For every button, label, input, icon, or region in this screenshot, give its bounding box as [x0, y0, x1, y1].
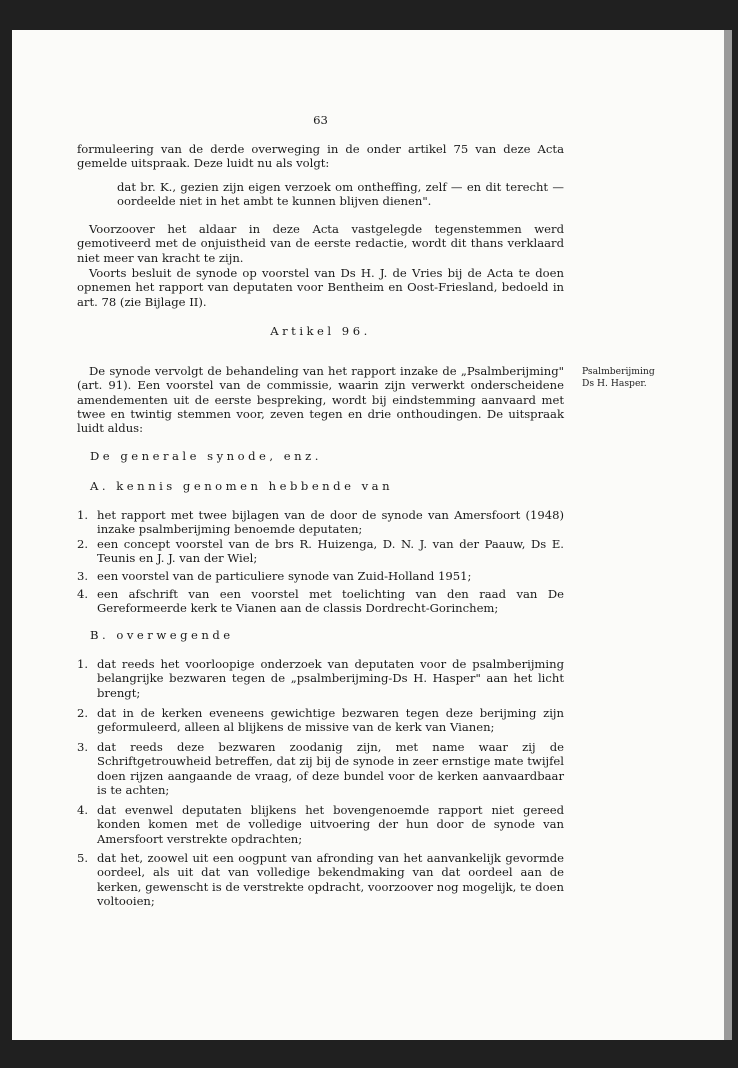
- list-item: dat in de kerken eveneens gewichtige bezwaren tegen deze berijming zijn geformuleerd, alleen al blijkens de missive van de kerk van Vianen;: [97, 706, 564, 735]
- section-b-heading: B. overwegende: [90, 628, 234, 642]
- list-item-number: 3.: [77, 740, 89, 754]
- list-item: een afschrift van een voorstel met toelichting van den raad van De Gereformeerde kerk te Vianen aan de classis Dordrecht-Gorinchem;: [97, 587, 564, 616]
- quoted-text: dat br. K., gezien zijn eigen verzoek om ontheffing, zelf — en dit terecht — oordeelde niet in het ambt te kunnen blijven dienen".: [117, 180, 564, 209]
- list-item-number: 2.: [77, 706, 89, 720]
- list-item: dat het, zoowel uit een oogpunt van afronding van het aanvankelijk gevormde oordeel, als uit dat van volledige bekendmaking van dat oordeel aan de kerken, gewenscht is de verstrekte opdracht, voorzoover nog mogelijk, te doen voltooien;: [97, 851, 564, 908]
- page-edge: [724, 30, 732, 1040]
- list-item: dat reeds het voorloopige onderzoek van deputaten voor de psalmberijming belangrijke bezwaren tegen de „psalmberijming-Ds H. Hasper" aan het licht brengt;: [97, 657, 564, 700]
- list-item-number: 4.: [77, 587, 89, 601]
- article-body: De synode vervolgt de behandeling van het rapport inzake de „Psalmberijming" (art. 91). Een voorstel van de commissie, waarin zijn verwerkt onderscheidene amendementen uit de eerste bespreking, wordt bij eindstemming aanvaard met twee en twintig stemmen voor, zeven tegen en drie onthoudingen. De uitspraak luidt aldus:: [77, 364, 564, 436]
- list-item-number: 5.: [77, 851, 89, 865]
- list-item-number: 1.: [77, 657, 89, 671]
- margin-note-line-1: Psalmberijming: [582, 366, 655, 377]
- intro-paragraph-3: Voorts besluit de synode op voorstel van Ds H. J. de Vries bij de Acta te doen opnemen het rapport van deputaten voor Bentheim en Oost-Friesland, bedoeld in art. 78 (zie Bijlage II).: [77, 266, 564, 309]
- list-item: het rapport met twee bijlagen van de door de synode van Amersfoort (1948) inzake psalmberijming benoemde deputaten;: [97, 508, 564, 537]
- margin-note-line-2: Ds H. Hasper.: [582, 378, 647, 389]
- list-item: dat evenwel deputaten blijkens het bovengenoemde rapport niet gereed konden komen met de volledige uitvoering der hun door de synode van Amersfoort verstrekte opdrachten;: [97, 803, 564, 846]
- list-item: dat reeds deze bezwaren zoodanig zijn, met name waar zij de Schriftgetrouwheid betreffen, dat zij bij de synode in zeer ernstige mate twijfel doen rijzen aangaande de vraag, of deze bundel voor de kerken aanvaardbaar is te achten;: [97, 740, 564, 797]
- list-item-number: 3.: [77, 569, 89, 583]
- intro-paragraph: formuleering van de derde overweging in de onder artikel 75 van deze Acta gemelde uitspraak. Deze luidt nu als volgt:: [77, 142, 564, 171]
- list-item-number: 2.: [77, 537, 89, 551]
- synode-heading: De generale synode, enz.: [90, 449, 322, 463]
- page-number: 63: [313, 113, 328, 127]
- list-item-number: 4.: [77, 803, 89, 817]
- list-item: een concept voorstel van de brs R. Huizenga, D. N. J. van der Paauw, Ds E. Teunis en J. J. van der Wiel;: [97, 537, 564, 566]
- section-a-heading: A. kennis genomen hebbende van: [90, 479, 394, 493]
- list-item: een voorstel van de particuliere synode van Zuid-Holland 1951;: [97, 569, 472, 583]
- article-title: Artikel 96.: [270, 324, 371, 338]
- intro-paragraph-2: Voorzoover het aldaar in deze Acta vastgelegde tegenstemmen werd gemotiveerd met de onjuistheid van de eerste redactie, wordt dit thans verklaard niet meer van kracht te zijn.: [77, 222, 564, 265]
- list-item-number: 1.: [77, 508, 89, 522]
